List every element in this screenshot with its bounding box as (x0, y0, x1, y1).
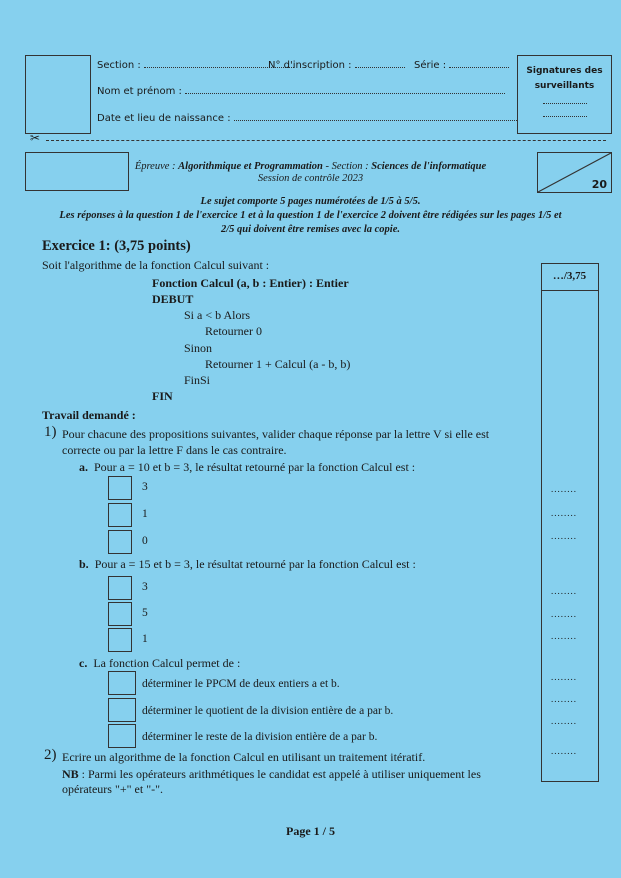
answer-checkbox[interactable] (108, 476, 132, 500)
answer-checkbox[interactable] (108, 628, 132, 652)
answer-slot[interactable]: ........ (551, 716, 577, 726)
score-column (541, 263, 599, 782)
algo-line: Si a < b Alors (184, 308, 251, 322)
name-field[interactable] (97, 84, 505, 97)
algo-line: FIN (152, 389, 173, 403)
option: 1 (142, 508, 148, 520)
algo-line: Retourner 1 + Calcul (a - b, b) (205, 357, 351, 371)
option: déterminer le reste de la division entière de a par b. (142, 731, 378, 743)
option: 3 (142, 481, 148, 493)
section-label: Section : (97, 60, 141, 71)
name-label: Nom et prénom : (97, 86, 182, 97)
inscription-label: N° d'inscription : (268, 60, 352, 71)
qc-text: La fonction Calcul permet de : (93, 656, 241, 670)
exercise-score[interactable]: …/3,75 (541, 263, 598, 291)
exercise-title: Exercice 1: (3,75 points) (42, 238, 191, 254)
photo-box (25, 55, 91, 134)
section-field[interactable] (97, 58, 294, 71)
nb-text: opérateurs "+" et "-". (62, 782, 163, 796)
answer-slot[interactable]: ........ (551, 609, 577, 619)
nb-label: NB (62, 767, 79, 781)
answer-checkbox[interactable] (108, 671, 136, 695)
birth-field[interactable] (97, 111, 517, 124)
option: déterminer le quotient de la division entière de a par b. (142, 705, 394, 717)
qa-text: Pour a = 10 et b = 3, le résultat retourné par la fonction Calcul est : (94, 460, 416, 474)
algo-line: FinSi (184, 373, 211, 387)
total-score-box (537, 152, 612, 193)
algo-line: DEBUT (152, 292, 194, 306)
option: 3 (142, 581, 148, 593)
serie-field[interactable] (414, 58, 509, 71)
answer-slot[interactable]: ........ (551, 586, 577, 596)
answer-checkbox[interactable] (108, 503, 132, 527)
option: 0 (142, 535, 148, 547)
answer-checkbox[interactable] (108, 724, 136, 748)
qa-label: a. (79, 460, 88, 474)
total-score: 20 (591, 178, 607, 191)
serie-label: Série : (414, 60, 447, 71)
nb-text: : Parmi les opérateurs arithmétiques le candidat est appelé à utiliser uniquement les (81, 767, 481, 781)
answer-slot[interactable]: ........ (551, 508, 577, 518)
option: déterminer le PPCM de deux entiers a et b. (142, 678, 340, 690)
answer-checkbox[interactable] (108, 698, 136, 722)
cut-line (46, 140, 606, 141)
answer-slot[interactable]: ........ (551, 531, 577, 541)
q2-number: 2) (44, 747, 57, 763)
signatures-box (517, 55, 612, 134)
signatures-label: Signatures des surveillants (526, 66, 603, 91)
algo-line: Fonction Calcul (a, b : Entier) : Entier (152, 276, 349, 290)
answer-checkbox[interactable] (108, 576, 132, 600)
answer-slot[interactable]: ........ (551, 631, 577, 641)
q1-text: correcte ou par la lettre F dans le cas contraire. (62, 443, 287, 457)
birth-label: Date et lieu de naissance : (97, 113, 231, 124)
qb-text: Pour a = 15 et b = 3, le résultat retourné par la fonction Calcul est : (94, 557, 416, 571)
work-label: Travail demandé : (42, 408, 136, 422)
answer-slot[interactable]: ........ (551, 484, 577, 494)
intro-line: Les réponses à la question 1 de l'exercice 1 et à la question 1 de l'exercice 2 doivent être rédigées sur les pages 1/5 et (59, 210, 562, 221)
q2-text: Ecrire un algorithme de la fonction Calcul en utilisant un traitement itératif. (62, 750, 426, 764)
answer-checkbox[interactable] (108, 530, 132, 554)
scissors-icon: ✂ (30, 131, 41, 145)
intro-line: Le sujet comporte 5 pages numérotées de 1/5 à 5/5. (200, 196, 421, 207)
answer-slot[interactable]: ........ (551, 672, 577, 682)
qc-label: c. (79, 656, 88, 670)
statement: Soit l'algorithme de la fonction Calcul suivant : (42, 258, 270, 272)
answer-slot[interactable]: ........ (551, 694, 577, 704)
algo-line: Retourner 0 (205, 324, 262, 338)
qb-label: b. (79, 557, 89, 571)
exam-title: Épreuve : Algorithmique et Programmation - Section : Sciences de l'informatique (134, 161, 487, 172)
answer-slot[interactable]: ........ (551, 746, 577, 756)
intro-line: 2/5 qui doivent être remises avec la copie. (220, 224, 401, 235)
inscription-field[interactable] (268, 58, 405, 71)
page-number: Page 1 / 5 (286, 824, 335, 838)
algo-line: Sinon (184, 341, 213, 355)
answer-checkbox[interactable] (108, 602, 132, 626)
q1-number: 1) (44, 424, 57, 440)
option: 5 (142, 607, 148, 619)
q1-text: Pour chacune des propositions suivantes, valider chaque réponse par la lettre V si elle est (62, 427, 490, 441)
exam-session: Session de contrôle 2023 (257, 173, 364, 184)
option: 1 (142, 633, 148, 645)
